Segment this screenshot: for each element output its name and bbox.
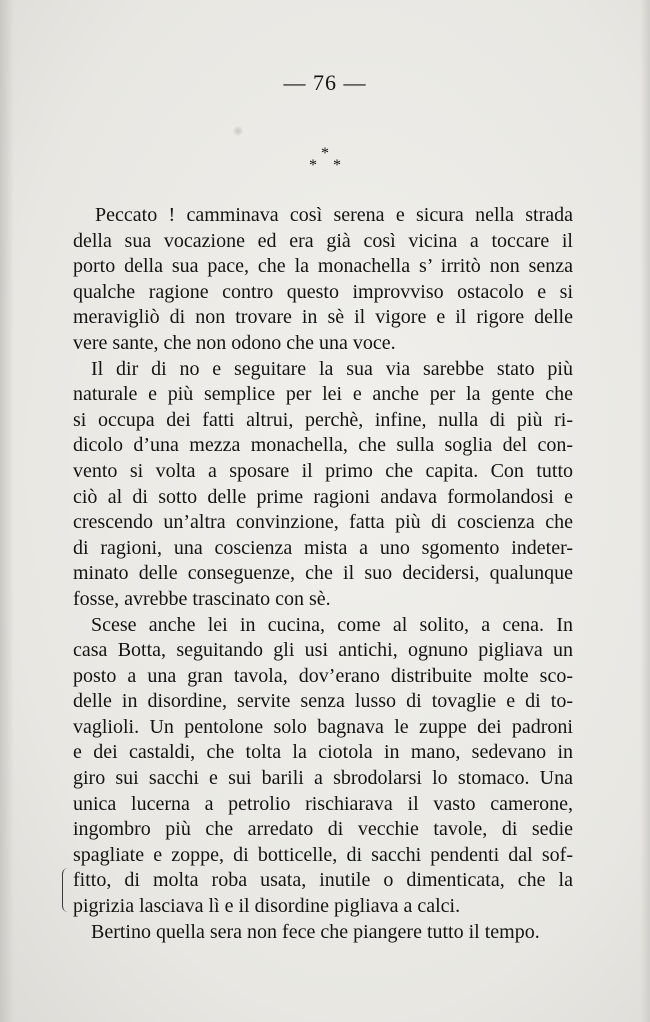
page-number: — 76 — xyxy=(283,70,367,95)
text-line: di ragioni, una coscienza mista a uno sgomento indeter- xyxy=(73,536,573,559)
text-line: della sua vocazione ed era già così vicina a toccare il xyxy=(73,229,573,252)
text-line: vaglioli. Un pentolone solo bagnava le zuppe dei padroni xyxy=(73,715,573,738)
text-line: e dei castaldi, che tolta la ciotola in mano, sedevano in xyxy=(73,741,573,764)
text-line: spagliate e zoppe, di botticelle, di sacchi pendenti dal sof- xyxy=(73,843,573,866)
text-line: dicolo d’una mezza monachella, che sulla soglia del con- xyxy=(73,434,573,457)
paper-stain xyxy=(233,126,243,136)
text-line: fosse, avrebbe trascinato con sè. xyxy=(73,587,331,610)
text-line: Il dir di no e seguitare la sua via sarebbe stato più xyxy=(91,357,573,380)
text-line: naturale e più semplice per lei e anche per la gente che xyxy=(73,383,573,406)
text-line: si occupa dei fatti altrui, perchè, infine, nulla di più ri- xyxy=(73,408,573,431)
text-line: fitto, di molta roba usata, inutile o dimenticata, che la xyxy=(73,869,573,892)
text-line: minato delle conseguenze, che il suo decidersi, qualunque xyxy=(73,562,573,585)
body-text xyxy=(73,203,573,945)
text-line: Scese anche lei in cucina, come al solito, a cena. In xyxy=(91,613,573,636)
text-line: Bertino quella sera non fece che piangere tutto il tempo. xyxy=(91,920,540,943)
section-separator: * * * xyxy=(309,145,347,174)
text-line: porto della sua pace, che la monachella s’ irritò non senza xyxy=(73,255,573,278)
text-line: ingombro più che arredato di vecchie tavole, di sedie xyxy=(73,818,573,841)
text-line: Peccato ! camminava così serena e sicura nella strada xyxy=(95,204,573,226)
text-line: ciò al di sotto delle prime ragioni andava formolandosi e xyxy=(73,485,573,508)
text-line: meravigliò di non trovare in sè il vigore e il rigore delle xyxy=(73,306,573,329)
text-line: delle in disordine, servite senza lusso di tovaglie e di to- xyxy=(73,690,573,713)
text-line: qualche ragione contro questo improvviso ostacolo e si xyxy=(73,280,573,303)
text-line: pigrizia lasciava lì e il disordine pigliava a calci. xyxy=(73,895,461,918)
text-line: posto a una gran tavola, dov’erano distribuite molte sco- xyxy=(73,664,573,687)
text-line: unica lucerna a petrolio rischiarava il vasto camerone, xyxy=(73,792,573,815)
text-line: crescendo un’altra convinzione, fatta più di coscienza che xyxy=(73,511,573,534)
text-line: casa Botta, seguitando gli usi antichi, ognuno pigliava un xyxy=(73,639,573,662)
text-line: vento si volta a sposare il primo che capita. Con tutto xyxy=(73,459,573,482)
text-line: giro sui sacchi e sui barili a sbrodolarsi lo stomaco. Una xyxy=(73,767,573,790)
text-line: vere sante, che non odono che una voce. xyxy=(73,331,396,354)
margin-pencil-mark xyxy=(62,868,69,912)
